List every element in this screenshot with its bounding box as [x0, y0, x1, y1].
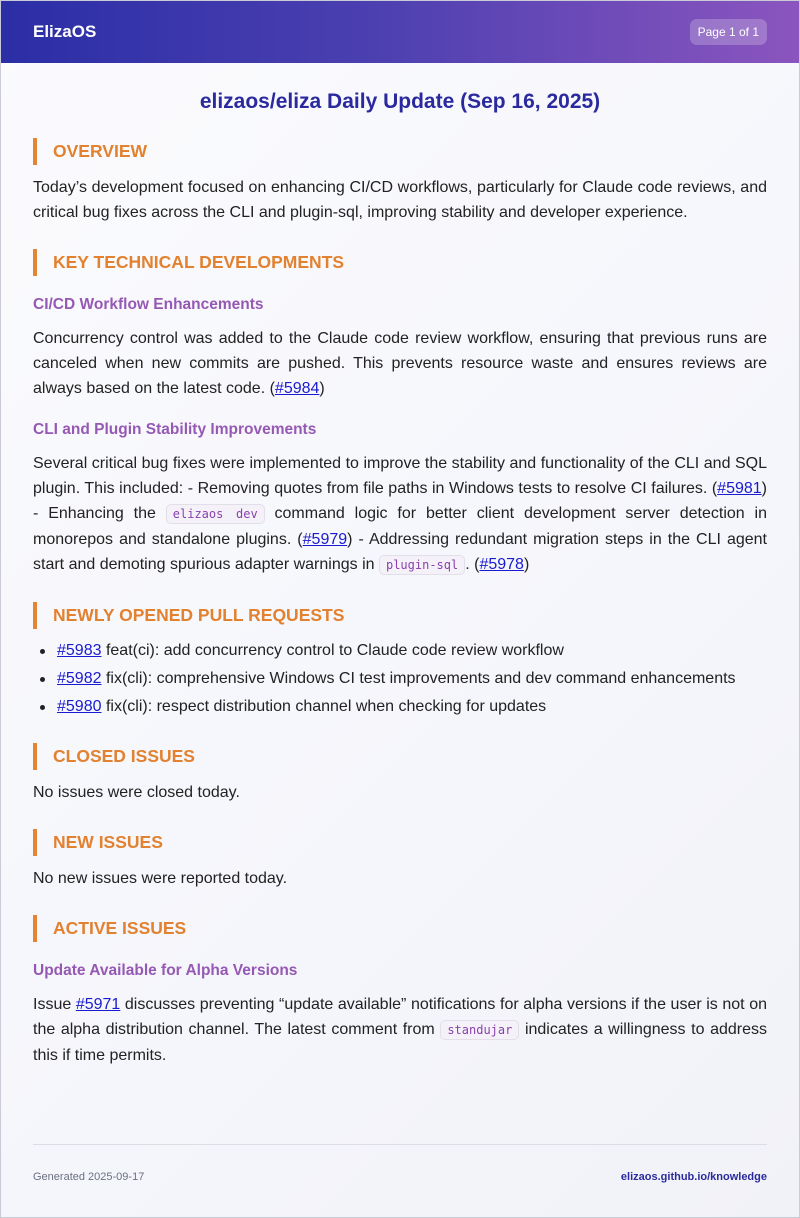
- inline-code-username: standujar: [440, 1020, 519, 1040]
- header-bar: [1, 1, 799, 63]
- list-item: [33, 667, 767, 691]
- closed-issues-text: No issues were closed today.: [33, 784, 240, 801]
- alpha-update-subsection: [33, 960, 767, 1068]
- alpha-update-text: [33, 992, 767, 1068]
- pr-link-5978[interactable]: #5978: [479, 556, 524, 573]
- pr-title: feat(ci): add concurrency control to Claude code review workflow: [101, 642, 564, 659]
- issue-text-part: discusses preventing “update available” notifications for alpha versions if the user is not on the alpha distribution channel. The latest comment from: [33, 996, 767, 1038]
- pr-title: fix(cli): comprehensive Windows CI test improvements and dev command enhancements: [101, 670, 736, 687]
- page-indicator-badge: Page 1 of 1: [690, 19, 767, 45]
- cicd-text-body: Concurrency control was added to the Claude code review workflow, ensuring that previous runs are canceled when new commits are pushed. This prevents resource waste and ensures reviews are always based on the latest code. (: [33, 330, 767, 397]
- cli-text-part: ) - Enhancing the: [33, 480, 767, 522]
- overview-text: Today’s development focused on enhancing CI/CD workflows, particularly for Claude code reviews, and critical bug fixes across the CLI and plugin-sql, improving stability and developer experience.: [33, 179, 767, 221]
- issue-text-part: Issue: [33, 996, 76, 1013]
- key-developments-section: [33, 249, 767, 578]
- cicd-text: [33, 326, 767, 401]
- closed-issues-section: [33, 743, 767, 805]
- pr-link-5979[interactable]: #5979: [302, 531, 348, 548]
- new-issues-heading: NEW ISSUES: [33, 829, 767, 856]
- pull-requests-heading: NEWLY OPENED PULL REQUESTS: [33, 602, 767, 629]
- cli-subheading: CLI and Plugin Stability Improvements: [33, 421, 317, 438]
- inline-code-elizaos-dev: elizaos dev: [166, 504, 265, 524]
- cli-text-part: command logic for better client development server detection in monorepos and standalone plugins. (: [33, 505, 767, 548]
- list-item: [33, 695, 767, 719]
- new-issues-text: No new issues were reported today.: [33, 870, 288, 887]
- footer: [33, 1144, 767, 1183]
- generated-date: Generated 2025-09-17: [33, 1171, 145, 1183]
- issue-link-5971[interactable]: #5971: [75, 996, 121, 1013]
- cicd-text-end: ): [319, 380, 325, 397]
- footer-site-link[interactable]: elizaos.github.io/knowledge: [620, 1171, 767, 1183]
- pull-requests-section: [33, 602, 767, 719]
- active-issues-section: [33, 915, 767, 1068]
- new-issues-section: [33, 829, 767, 891]
- cli-text-part: ) - Addressing redundant migration steps in the CLI agent start and demoting spurious adapter warnings in: [33, 531, 767, 573]
- main-content: [1, 90, 799, 1068]
- cli-text-part: . (: [465, 556, 480, 573]
- list-item: [33, 639, 767, 663]
- cli-text-part: Several critical bug fixes were implemented to improve the stability and functionality of the CLI and SQL plugin. This included: - Removing quotes from file paths in Windows tests to resolve CI failures. (: [33, 455, 767, 497]
- key-developments-heading: KEY TECHNICAL DEVELOPMENTS: [33, 249, 767, 276]
- pr-link-5982[interactable]: #5982: [57, 670, 102, 687]
- pr-link-5984[interactable]: #5984: [274, 380, 320, 397]
- active-issues-heading: ACTIVE ISSUES: [33, 915, 767, 942]
- cli-text: [33, 451, 767, 578]
- issue-text-part: indicates a willingness to address this if time permits.: [33, 1021, 768, 1064]
- page-title: elizaos/eliza Daily Update (Sep 16, 2025): [199, 90, 601, 113]
- inline-code-plugin-sql: plugin-sql: [379, 555, 465, 575]
- pr-title: fix(cli): respect distribution channel when checking for updates: [101, 698, 547, 715]
- overview-heading: OVERVIEW: [33, 138, 767, 165]
- cicd-subsection: [33, 294, 767, 401]
- brand-logo-text: ElizaOS: [33, 22, 97, 41]
- pull-request-list: [33, 639, 767, 719]
- closed-issues-heading: CLOSED ISSUES: [33, 743, 767, 770]
- cli-text-part: ): [523, 556, 530, 573]
- pr-link-5980[interactable]: #5980: [57, 698, 102, 715]
- cli-subsection: [33, 419, 767, 578]
- cicd-subheading: CI/CD Workflow Enhancements: [33, 296, 264, 313]
- overview-section: [33, 138, 767, 225]
- pr-link-5981[interactable]: #5981: [717, 480, 762, 497]
- pr-link-5983[interactable]: #5983: [57, 642, 102, 659]
- alpha-update-subheading: Update Available for Alpha Versions: [33, 962, 298, 979]
